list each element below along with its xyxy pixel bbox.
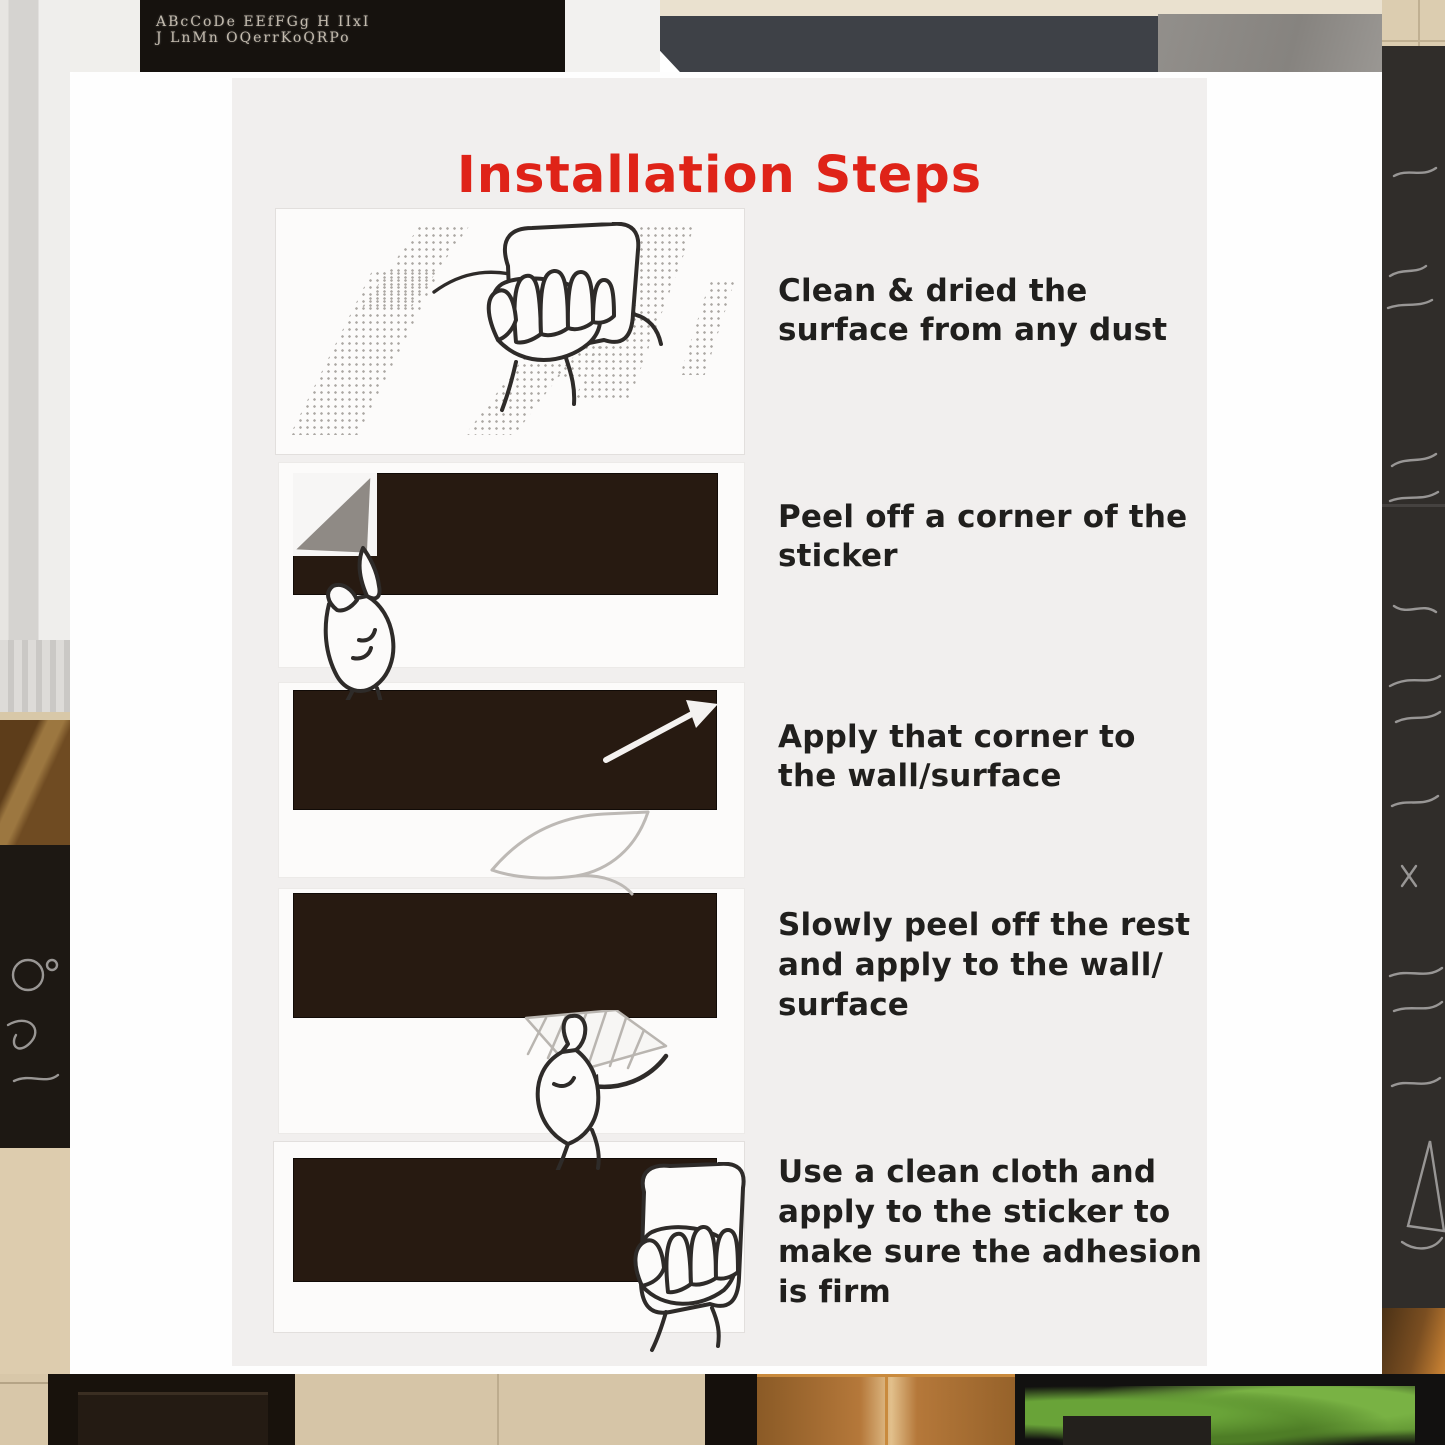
left-chalkboard [0,845,70,1148]
step-text-line: Clean & dried the [778,273,1088,309]
press-cloth-illustration [582,1162,762,1362]
step-text-line: the wall/surface [778,758,1062,794]
math-chalkboard [1382,46,1445,1308]
kitchen-wall-top [70,0,140,72]
folded-backing-outline [488,806,653,901]
beige-tiles-top-right [1382,0,1445,46]
cabinet-drawer [78,1392,268,1445]
step-text-line: Apply that corner to [778,719,1136,755]
wipe-surface-illustration [428,222,668,437]
beige-cabinet-left [0,1148,70,1374]
step-text-line: Slowly peel off the rest [778,907,1191,943]
step-text-line: and apply to the wall/ [778,947,1164,983]
kitchen-wall-left [0,0,70,640]
dark-counter-bottom-right [1015,1374,1445,1445]
kitchen-wall-strip [565,0,660,72]
page-title: Installation Steps [456,146,983,206]
step-text [778,498,1187,576]
step-text-line: Peel off a corner of the [778,499,1188,535]
chalk-alphabet-line: ABcCoDe EEfFGg H IIxI [156,14,371,30]
step-text-line: sticker [778,538,898,574]
peel-corner-illustration [293,540,443,700]
peel-rest-illustration [468,1010,693,1170]
alphabet-chalkboard [140,0,565,72]
dark-gap-bottom [705,1374,757,1445]
dark-cabinet-bottom [48,1374,295,1445]
step-text-line: Use a clean cloth and [778,1154,1157,1190]
step-text-line: make sure the adhesion [778,1234,1203,1270]
step-text [778,1152,1202,1312]
tile-seam [0,1382,48,1384]
beige-cabinet-bottom [295,1374,705,1445]
apply-direction-arrow [600,698,720,768]
step-text-line: apply to the sticker to [778,1194,1171,1230]
plant-pot [1063,1416,1211,1445]
step-text [778,905,1190,1025]
cabinet-seam [497,1374,499,1445]
window-blinds [0,640,70,712]
chalk-art-drawing [0,845,70,1148]
chalk-formulas-drawing [1382,46,1445,1308]
wood-grain-panels [757,1374,1015,1445]
chalk-alphabet-line: J LnMn OQerrKoQRPo [156,30,351,46]
step-text-line: surface [778,987,910,1023]
step-text-line: surface from any dust [778,312,1168,348]
range-hood [660,16,1158,72]
concrete-cabinet [1158,14,1382,72]
beige-tile-bottom-left [0,1374,48,1445]
wood-shelf [0,712,70,845]
step-text-line: is firm [778,1274,891,1310]
step-text [778,272,1167,350]
board-seam [1382,504,1445,507]
tile-seam [1382,40,1445,42]
panel-seam [885,1377,888,1445]
step-text [778,718,1136,796]
sticker-rectangle [293,893,717,1018]
